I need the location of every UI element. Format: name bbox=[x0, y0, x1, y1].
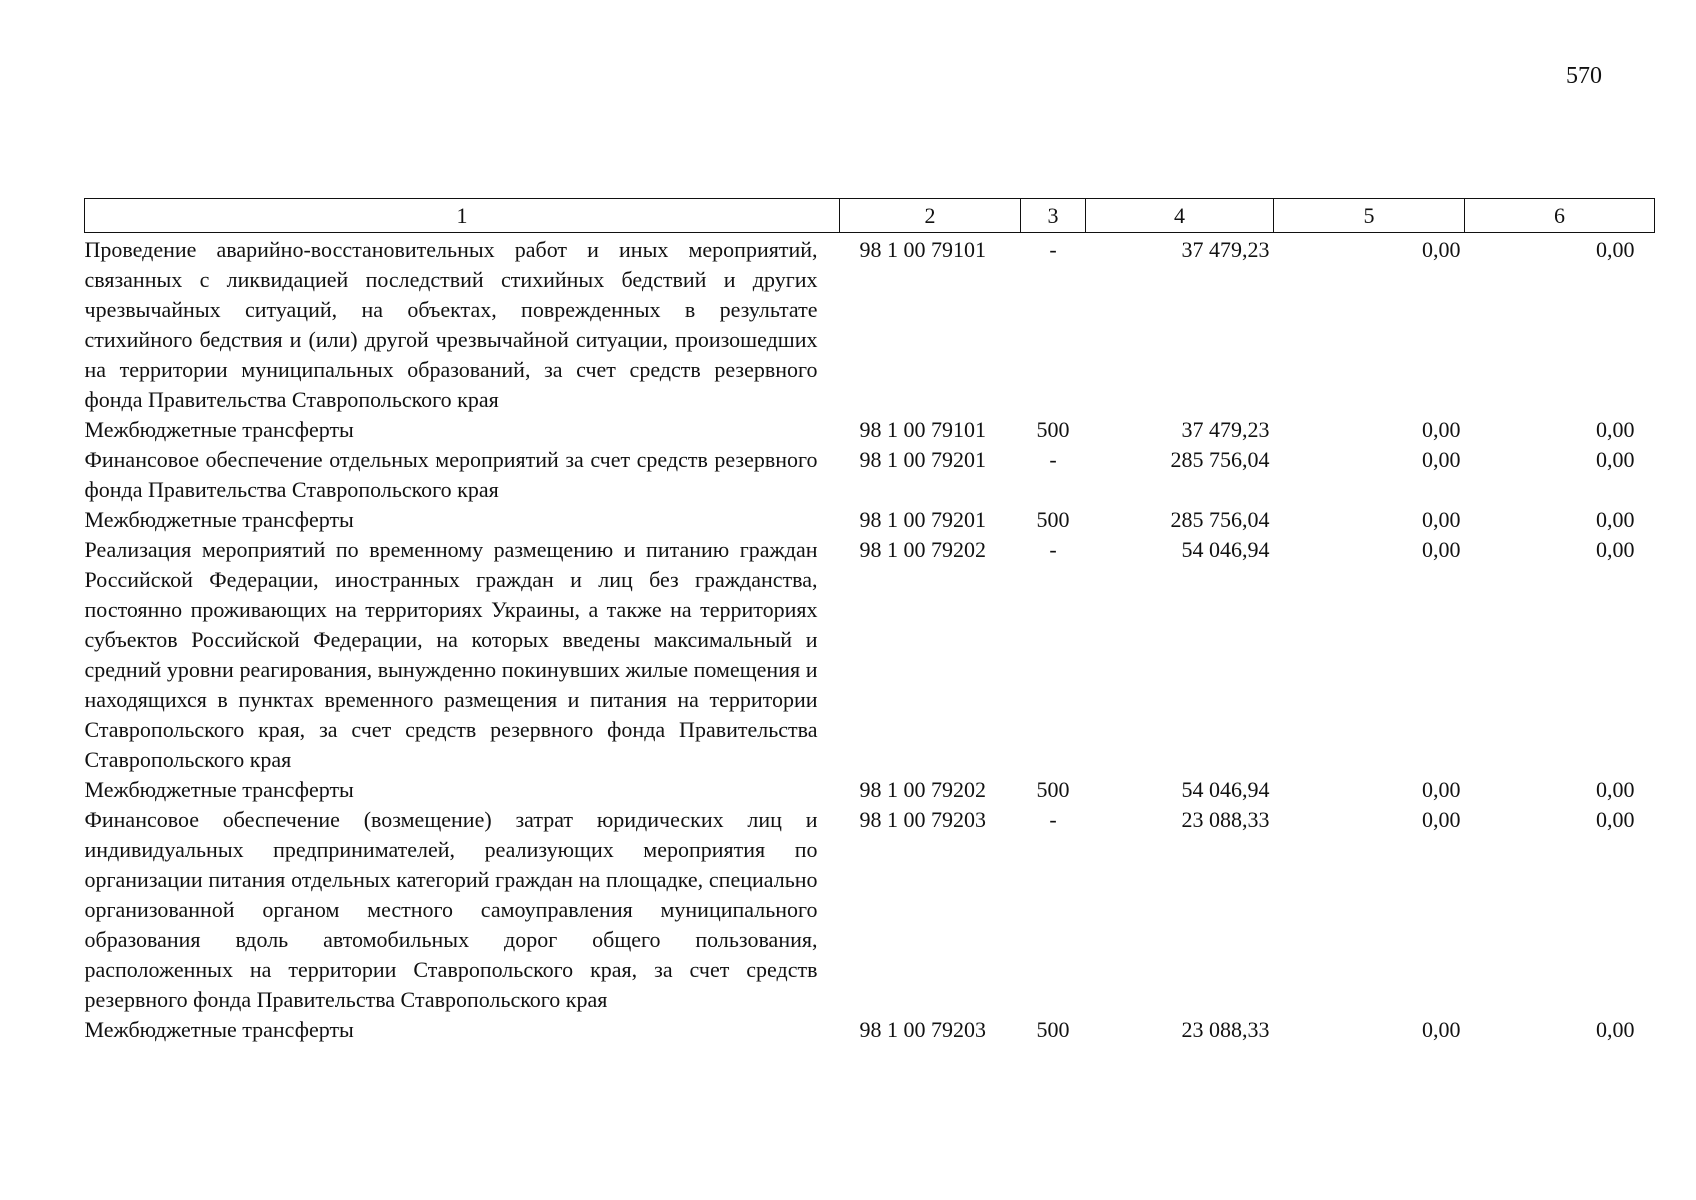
row-col5: 0,00 bbox=[1422, 1017, 1461, 1042]
row-type: 500 bbox=[1036, 417, 1070, 442]
row-name: Реализация мероприятий по временному размещению и питанию граждан Российской Федерации, иностранных граждан и лиц без гражданства, постоянно проживающих на территориях Украины, а также на территориях субъектов Российской Федерации, на которых введены максимальный и средний уровни реагирования, вынужденно покинувших жилые помещения и находящихся в пунктах временного размещения и питания на территории Ставропольского края, за счет средств резервного фонда Правительства Ставропольского края bbox=[84, 537, 818, 772]
row-code: 98 1 00 79202 bbox=[859, 537, 986, 562]
row-type: - bbox=[1049, 537, 1057, 562]
row-name: Межбюджетные трансферты bbox=[84, 1017, 354, 1042]
header-col-2: 2 bbox=[840, 199, 1021, 233]
table-row bbox=[85, 1015, 1655, 1045]
table-row bbox=[85, 233, 1655, 416]
table-row bbox=[85, 505, 1655, 535]
row-name: Проведение аварийно-восстановительных работ и иных мероприятий, связанных с ликвидацией последствий стихийных бедствий и других чрезвычайных ситуаций, на объектах, поврежденных в результате стихийного бедствия и (или) другой чрезвычайной ситуации, произошедших на территории муниципальных образований, за счет средств резервного фонда Правительства Ставропольского края bbox=[84, 237, 818, 412]
row-code: 98 1 00 79203 bbox=[859, 1017, 986, 1042]
table-row bbox=[85, 805, 1655, 1015]
row-col5: 0,00 bbox=[1422, 537, 1461, 562]
row-col5: 0,00 bbox=[1422, 237, 1461, 262]
row-amount: 285 756,04 bbox=[1170, 507, 1270, 532]
table-header bbox=[85, 199, 1655, 233]
header-row bbox=[85, 199, 1655, 233]
table-row bbox=[85, 445, 1655, 505]
row-col6: 0,00 bbox=[1596, 417, 1635, 442]
row-type: - bbox=[1049, 807, 1057, 832]
header-col-1: 1 bbox=[85, 199, 840, 233]
row-col5: 0,00 bbox=[1422, 777, 1461, 802]
row-code: 98 1 00 79101 bbox=[859, 237, 986, 262]
row-col6: 0,00 bbox=[1596, 777, 1635, 802]
budget-table bbox=[84, 198, 1655, 1045]
row-col6: 0,00 bbox=[1596, 237, 1635, 262]
row-type: 500 bbox=[1036, 507, 1070, 532]
page-number: 570 bbox=[1566, 63, 1602, 89]
row-amount: 23 088,33 bbox=[1181, 1017, 1270, 1042]
header-col-3: 3 bbox=[1021, 199, 1086, 233]
row-name: Межбюджетные трансферты bbox=[84, 777, 354, 802]
table-row bbox=[85, 775, 1655, 805]
row-col5: 0,00 bbox=[1422, 447, 1461, 472]
row-code: 98 1 00 79201 bbox=[859, 447, 986, 472]
row-type: 500 bbox=[1036, 1017, 1070, 1042]
row-code: 98 1 00 79202 bbox=[859, 777, 986, 802]
row-code: 98 1 00 79203 bbox=[859, 807, 986, 832]
row-amount: 37 479,23 bbox=[1181, 417, 1270, 442]
row-type: - bbox=[1049, 237, 1057, 262]
header-col-4: 4 bbox=[1086, 199, 1274, 233]
row-name: Финансовое обеспечение (возмещение) затрат юридических лиц и индивидуальных предпринимателей, реализующих мероприятия по организации питания отдельных категорий граждан на площадке, специально организованной органом местного самоуправления муниципального образования вдоль автомобильных дорог общего пользования, расположенных на территории Ставропольского края, за счет средств резервного фонда Правительства Ставропольского края bbox=[84, 807, 818, 1012]
row-code: 98 1 00 79101 bbox=[859, 417, 986, 442]
row-amount: 54 046,94 bbox=[1181, 537, 1270, 562]
table-row bbox=[85, 415, 1655, 445]
row-col5: 0,00 bbox=[1422, 807, 1461, 832]
row-name: Межбюджетные трансферты bbox=[84, 417, 354, 442]
row-col6: 0,00 bbox=[1596, 807, 1635, 832]
table-row bbox=[85, 535, 1655, 775]
row-col6: 0,00 bbox=[1596, 447, 1635, 472]
row-amount: 23 088,33 bbox=[1181, 807, 1270, 832]
header-col-5: 5 bbox=[1274, 199, 1465, 233]
row-name: Финансовое обеспечение отдельных мероприятий за счет средств резервного фонда Правительства Ставропольского края bbox=[84, 447, 818, 502]
row-col6: 0,00 bbox=[1596, 537, 1635, 562]
row-col5: 0,00 bbox=[1422, 507, 1461, 532]
header-col-6: 6 bbox=[1465, 199, 1655, 233]
row-code: 98 1 00 79201 bbox=[859, 507, 986, 532]
row-name: Межбюджетные трансферты bbox=[84, 507, 354, 532]
row-type: - bbox=[1049, 447, 1057, 472]
row-col6: 0,00 bbox=[1596, 507, 1635, 532]
row-col5: 0,00 bbox=[1422, 417, 1461, 442]
row-type: 500 bbox=[1036, 777, 1070, 802]
table-body bbox=[85, 233, 1655, 1046]
row-amount: 285 756,04 bbox=[1170, 447, 1270, 472]
row-amount: 54 046,94 bbox=[1181, 777, 1270, 802]
row-col6: 0,00 bbox=[1596, 1017, 1635, 1042]
row-amount: 37 479,23 bbox=[1181, 237, 1270, 262]
